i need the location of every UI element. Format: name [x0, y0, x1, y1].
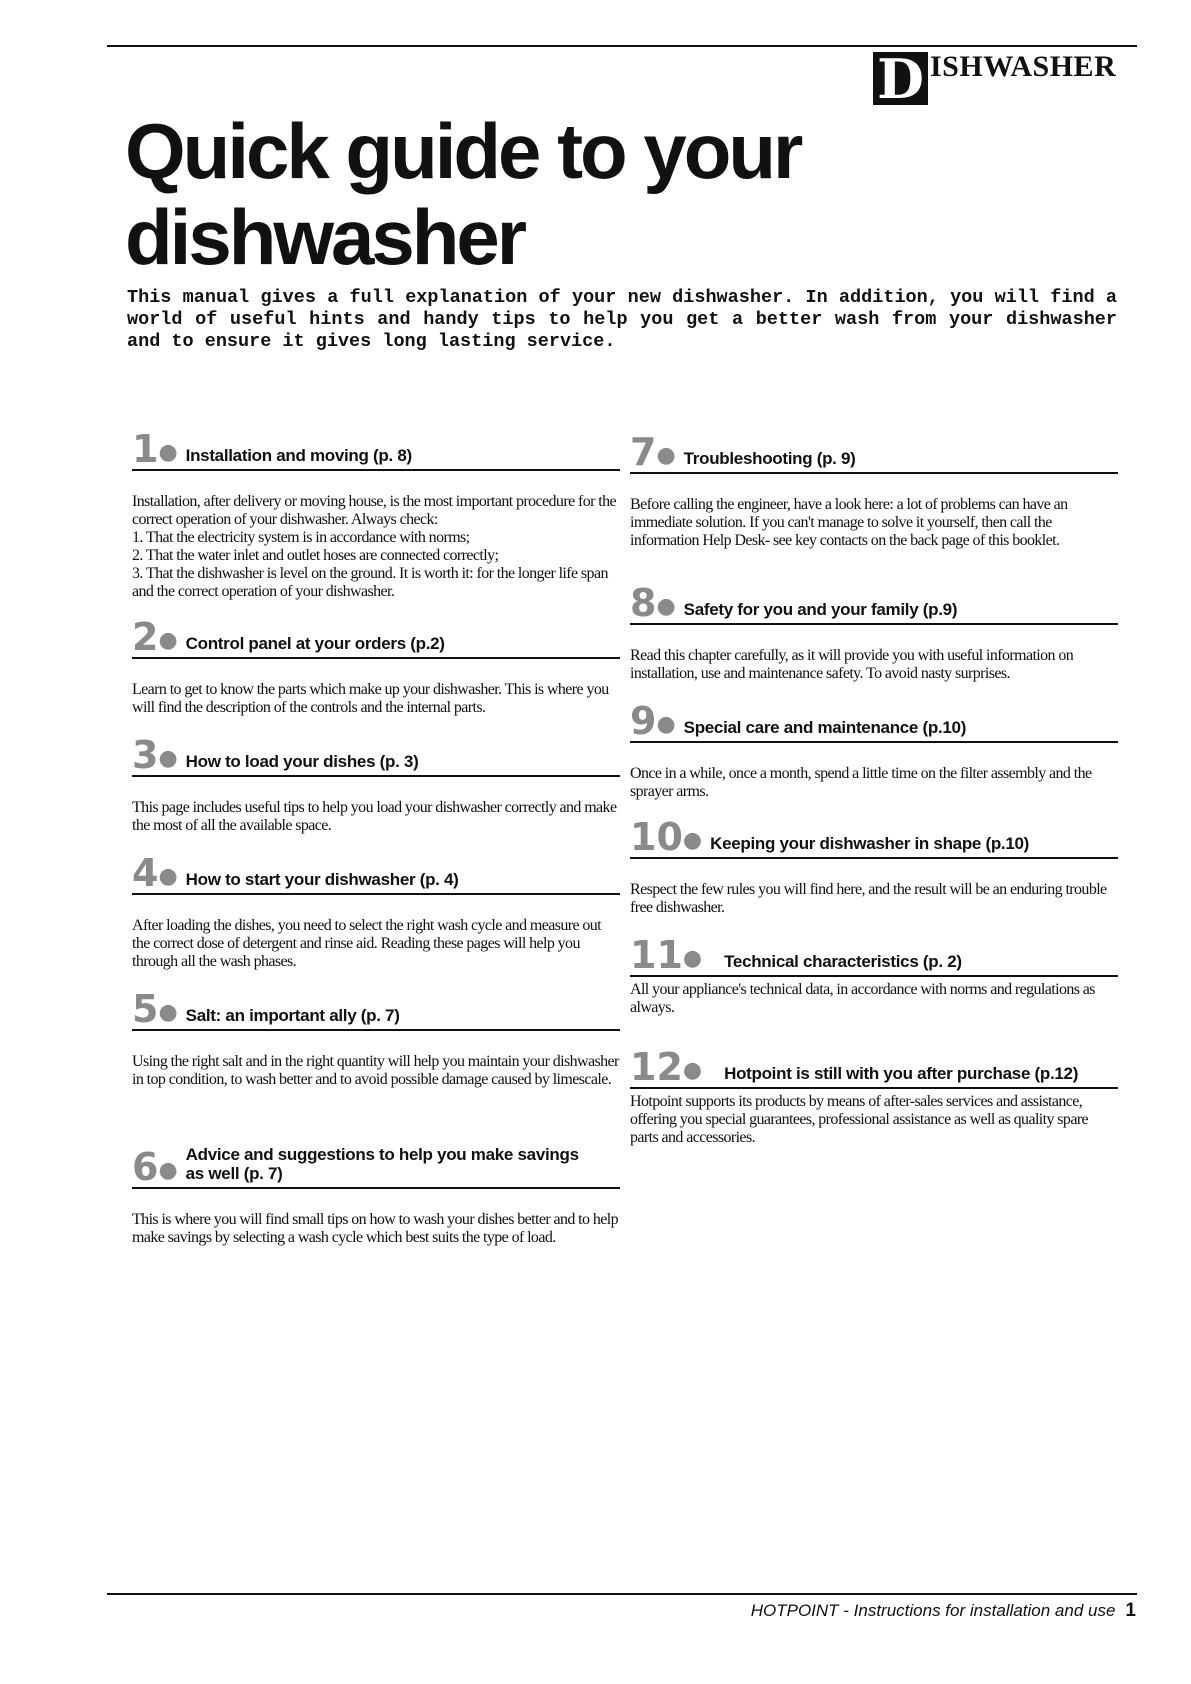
section-body: Learn to get to know the parts which make up your dishwasher. This is where you will find the description of the controls and the internal parts.: [132, 681, 609, 716]
page-footer: [751, 1600, 1136, 1622]
section-number: 5: [132, 987, 159, 1031]
section-dot: ●: [158, 864, 178, 889]
section-dot: ●: [656, 443, 676, 468]
section-number: 3: [132, 733, 159, 777]
brand-label: ISHWASHER: [930, 50, 1117, 83]
section-9: [630, 699, 1118, 801]
section-dot: ●: [682, 1058, 703, 1083]
section-dot: ●: [158, 628, 178, 653]
section-title: Advice and suggestions to help you make savings as well (p. 7): [185, 1145, 579, 1183]
section-number: 2: [132, 615, 159, 659]
section-heading: [132, 615, 620, 659]
section-heading: [630, 581, 1118, 625]
section-body: Using the right salt and in the right quantity will help you maintain your dishwasher in top condition, to wash better and to avoid possible damage caused by limescale.: [132, 1053, 619, 1088]
section-title: Technical characteristics (p. 2): [724, 952, 962, 971]
intro-paragraph: This manual gives a full explanation of your new dishwasher. In addition, you will find a world of useful hints and handy tips to help you get a better wash from your dishwasher and to ensure it gives long lasting service.: [127, 287, 1117, 352]
section-dot: ●: [158, 1000, 178, 1025]
section-body: After loading the dishes, you need to select the right wash cycle and measure out the correct dose of detergent and rinse aid. Reading these pages will help you through all the wash phases.: [132, 917, 602, 970]
top-rule: [107, 45, 1137, 47]
section-body: Before calling the engineer, have a look here: a lot of problems can have an immediate solution. If you can't manage to solve it yourself, then call the information Help Desk- see key contacts on the back page of this booklet.: [630, 496, 1068, 549]
section-number: 1: [132, 427, 159, 471]
section-11: [630, 933, 1118, 1017]
section-title: Special care and maintenance (p.10): [683, 718, 967, 737]
section-heading: [630, 815, 1118, 859]
page-title: Quick guide to your dishwasher: [125, 107, 801, 281]
brand-header: [873, 47, 1117, 111]
section-number: 11: [630, 933, 683, 977]
footer-text: HOTPOINT - Instructions for installation and use: [750, 1601, 1116, 1620]
section-title: Salt: an important ally (p. 7): [185, 1006, 400, 1025]
section-number: 7: [630, 430, 657, 474]
section-heading: [132, 1145, 620, 1189]
section-heading: [132, 851, 620, 895]
section-title: Control panel at your orders (p.2): [185, 634, 445, 653]
section-dot: ●: [656, 594, 676, 619]
section-dot: ●: [158, 746, 178, 771]
section-number: 6: [132, 1145, 159, 1189]
section-title: Troubleshooting (p. 9): [683, 449, 856, 468]
section-body: Respect the few rules you will find here, and the result will be an enduring trouble free dishwasher.: [630, 881, 1107, 916]
section-number: 4: [132, 851, 159, 895]
section-heading: [132, 987, 620, 1031]
section-4: [132, 851, 620, 971]
section-dot: ●: [158, 440, 178, 465]
section-body: Once in a while, once a month, spend a little time on the filter assembly and the sprayer arms.: [630, 765, 1092, 800]
section-heading: [630, 699, 1118, 743]
section-dot: ●: [158, 1158, 178, 1183]
section-dot: ●: [682, 828, 703, 853]
section-title: How to load your dishes (p. 3): [185, 752, 419, 771]
section-heading: [630, 933, 1118, 977]
section-title: Installation and moving (p. 8): [185, 446, 412, 465]
section-title: Hotpoint is still with you after purchase (p.12): [724, 1064, 1079, 1083]
section-title: Keeping your dishwasher in shape (p.10): [710, 834, 1030, 853]
section-body: Hotpoint supports its products by means of after-sales services and assistance, offering you special guarantees, professional assistance as well as quality spare parts and accessories.: [630, 1093, 1089, 1146]
section-number: 10: [630, 815, 683, 859]
section-3: [132, 733, 620, 835]
section-body: All your appliance's technical data, in accordance with norms and regulations as always.: [630, 981, 1095, 1016]
section-1: [132, 427, 620, 601]
bottom-rule: [107, 1593, 1137, 1595]
section-number: 12: [630, 1045, 683, 1089]
section-body: This page includes useful tips to help you load your dishwasher correctly and make the most of all the available space.: [132, 799, 617, 834]
section-10: [630, 815, 1118, 917]
section-2: [132, 615, 620, 717]
section-8: [630, 581, 1118, 683]
section-number: 8: [630, 581, 657, 625]
section-heading: [630, 430, 1118, 474]
section-title: Safety for you and your family (p.9): [683, 600, 958, 619]
section-dot: ●: [682, 946, 703, 971]
section-dot: ●: [656, 712, 676, 737]
page-number: 1: [1125, 1600, 1136, 1621]
section-12: [630, 1045, 1118, 1147]
section-7: [630, 430, 1118, 550]
section-body: This is where you will find small tips on how to wash your dishes better and to help make savings by selecting a wash cycle which best suits the type of load.: [132, 1211, 618, 1246]
section-body: Read this chapter carefully, as it will provide you with useful information on installation, use and maintenance safety. To avoid nasty surprises.: [630, 647, 1074, 682]
section-body: Installation, after delivery or moving house, is the most important procedure for the correct operation of your dishwasher. Always check: 1. That the electricity system is in accordance with norms; 2. That the water inlet and outlet hoses are connected correctly; 3. That the dishwasher is level on the ground. It is worth it: for the longer life span and the correct operation of your dishwasher.: [132, 493, 616, 600]
section-5: [132, 987, 620, 1089]
brand-initial: D: [873, 52, 928, 105]
section-title: How to start your dishwasher (p. 4): [185, 870, 459, 889]
section-6: [132, 1145, 620, 1247]
section-number: 9: [630, 699, 657, 743]
section-heading: [132, 427, 620, 471]
section-heading: [630, 1045, 1118, 1089]
section-heading: [132, 733, 620, 777]
